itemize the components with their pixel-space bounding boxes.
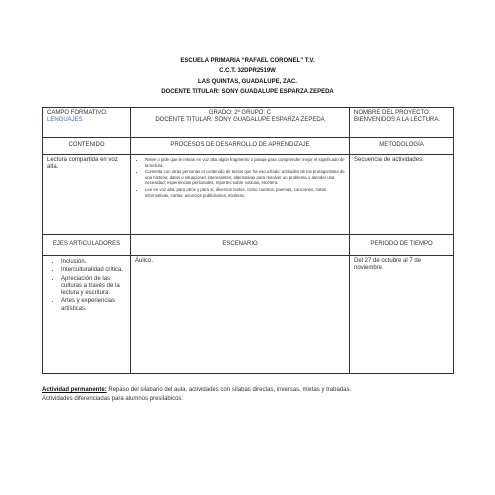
list-item: • Relee o pide que le relean en voz alta algún fragmento o pasaje para comprender mejor el significado de la lectura. (145, 157, 345, 168)
table-row (43, 108, 454, 138)
table-row (43, 256, 454, 374)
school-location: LAS QUINTAS, GUADALUPE, ZAC. (198, 78, 297, 85)
list-item: • Apreciación de las culturas a través de la lectura y escritura. (61, 276, 126, 298)
ejes-cell (43, 256, 131, 374)
actividad-label: Actividad permanente: (42, 387, 107, 393)
school-name: ESCUELA PRIMARIA “RAFAEL CORONEL” T.V. (180, 58, 315, 64)
procesos-cell (131, 155, 350, 235)
periodo-header: PERIODO DE TIEMPO (350, 235, 454, 256)
proyecto-value: BIENVENIDOS A LA LECTURA. (354, 117, 441, 124)
procesos-header: PROCESOS DE DESARROLLO DE APRENDIZAJE (131, 138, 350, 155)
contenido-cell: Lectura compartida en voz alta. (43, 155, 131, 235)
list-item: • Inclusión. (61, 259, 126, 266)
table-row (43, 138, 454, 155)
metodologia-header: METODOLOGÍA (350, 138, 454, 155)
metodologia-cell: Secuencia de actividades. (350, 155, 454, 235)
grado-text: GRADO: 2º GRUPO: C (208, 110, 272, 116)
footer-notes (42, 386, 462, 404)
proyecto-label: NOMBRE DEL PROYECTO: (354, 110, 431, 116)
proyecto-cell (350, 108, 454, 138)
ejes-header: EJES ARTICULADORES (43, 235, 131, 256)
list-item: • Comenta con otras personas el contenido de textos que ha escuchado: actitudes de los protagonistas de una historia; datos o situaciones interesantes; alternativas para resolver un problema o atender una necesidad; experiencias personales; reportes sobre noticias, etcétera. (145, 169, 345, 186)
actividad-permanente (42, 386, 462, 395)
periodo-cell: Del 27 de octubre al 7 de noviembre. (350, 256, 454, 374)
ejes-list (47, 259, 126, 313)
list-item: • Artes y experiencias artísticas. (61, 298, 126, 313)
actividad-text: Repaso del silabario del aula, actividades con sílabas directas, inversas, mixtas y trabadas. (106, 387, 352, 393)
list-item: • Interculturalidad crítica. (61, 267, 126, 274)
grado-cell (131, 108, 350, 138)
planning-table (42, 107, 454, 374)
docente-text: DOCENTE TITULAR: SONY GUADALUPE ESPARZA ZEPEDA (155, 117, 325, 124)
escenario-header: ESCENARIO (131, 235, 350, 256)
teacher-title: DOCENTE TITULAR: SONY GUADALUPE ESPARZA ZEPEDA (161, 89, 334, 96)
campo-formativo-label: CAMPO FORMATIVO. (47, 110, 108, 116)
list-item: • Lee en voz alta, para otros y para sí, diversos textos, como cuentos, poemas, canciones, notas informativas, cartas, anuncios publicitarios, etcétera. (145, 187, 345, 198)
campo-formativo-value: LENGUAJES (47, 117, 83, 124)
procesos-list (135, 157, 345, 198)
campo-formativo-cell (43, 108, 131, 138)
table-row (43, 155, 454, 235)
contenido-header: CONTENIDO (43, 138, 131, 155)
school-header (40, 56, 455, 98)
actividades-diferenciadas: Actividades diferenciadas para alumnos presilábicos: (42, 396, 184, 402)
school-cct: C.C.T. 32DPR2519W (219, 68, 276, 75)
escenario-cell: Áulico. (131, 256, 350, 374)
table-row (43, 235, 454, 256)
